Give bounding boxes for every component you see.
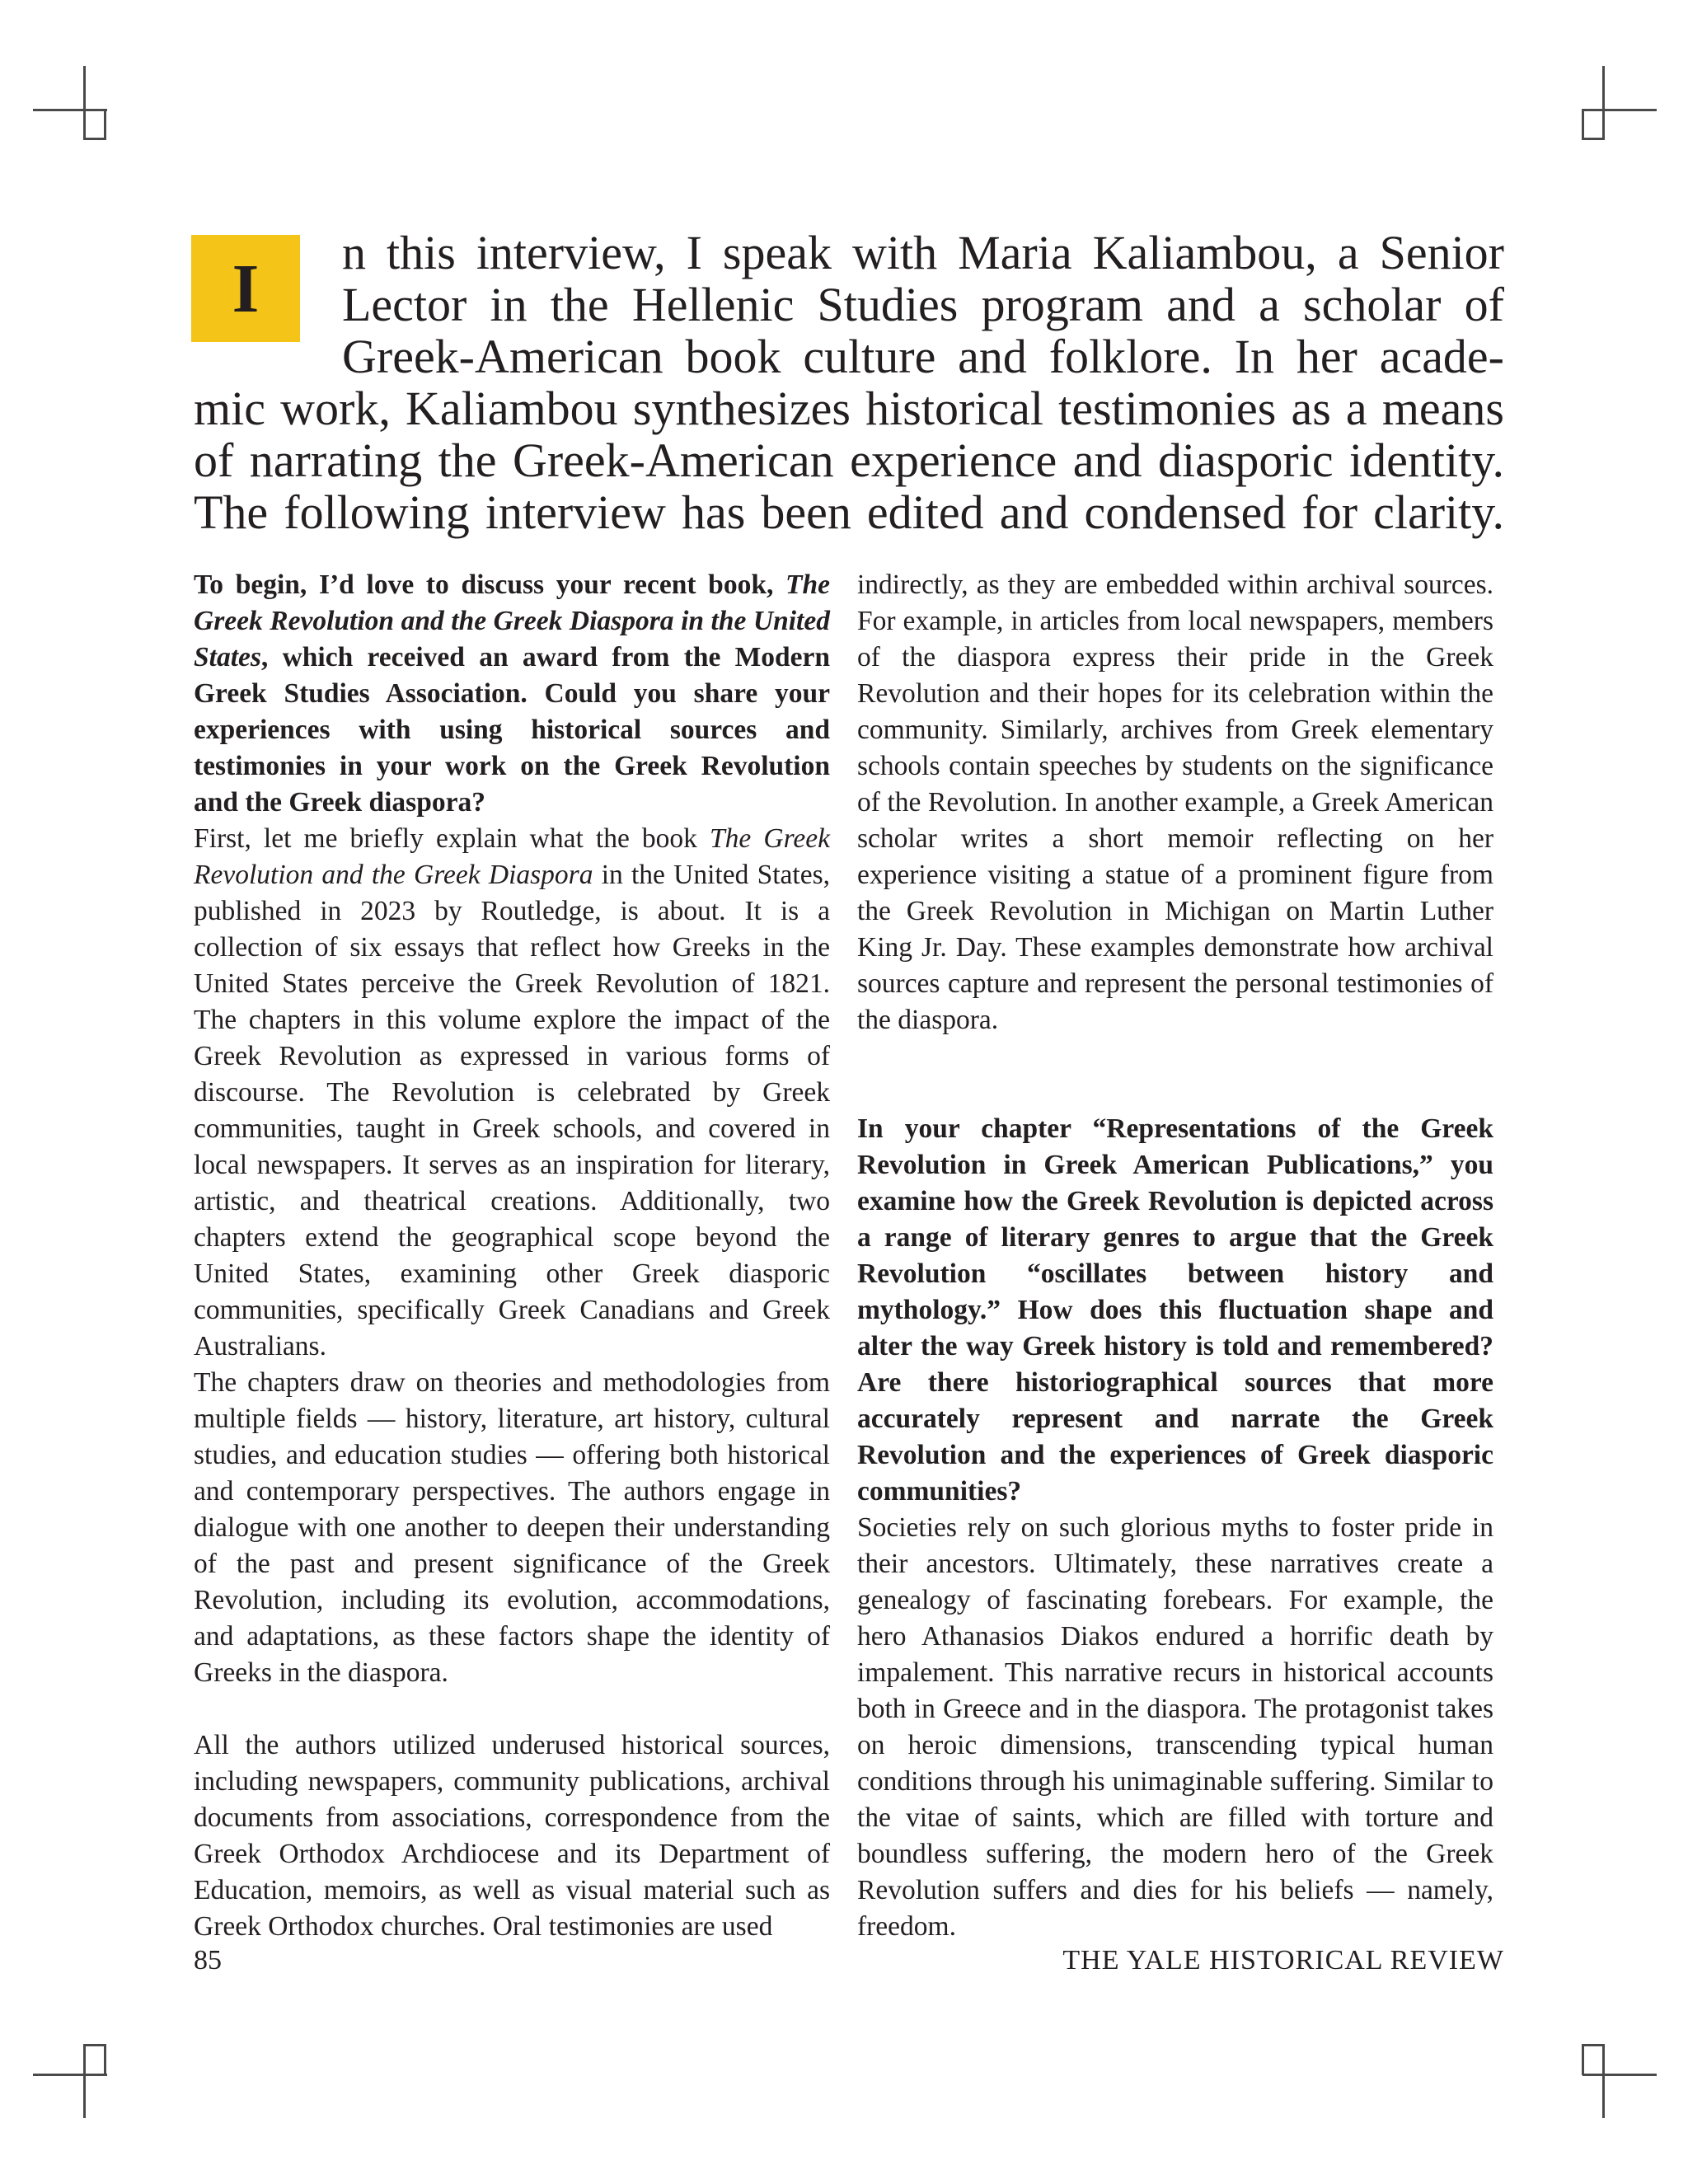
intro-paragraph <box>194 227 1504 538</box>
crop-mark-bottom-left-h <box>33 2074 107 2076</box>
question-1: To begin, I’d love to discuss your recent book, The Greek Revolution and the Greek Diaspora in the United States, which received an award from the Modern Greek Studies Association. Could you share your experiences with using historical sources and testimonies in your work on the Greek Revolution and the Greek diaspora? <box>194 569 830 818</box>
crop-mark-bottom-left-v <box>83 2044 86 2118</box>
crop-mark-top-right-h <box>1582 109 1657 111</box>
intro-line: mic work, Kaliambou synthesizes historical testimonies as a means <box>194 382 1504 435</box>
crop-mark-top-right-v <box>1602 66 1605 140</box>
crop-mark-bottom-right-h2 <box>1582 2044 1605 2046</box>
book-title: The Greek Revolution and the Greek Diaspora <box>194 823 830 890</box>
answer-paragraph: Societies rely on such glorious myths to foster pride in their ancestors. Ultimately, these narratives create a genealogy of fascinating forebears. For example, the hero Athanasios Diakos endured a horrific death by impalement. This narrative recurs in historical accounts both in Greece and in the diaspora. The protagonist takes on heroic dimensions, transcending typical human conditions through his unimaginable suffering. Similar to the vitae of saints, which are filled with torture and boundless suffering, the modern hero of the Greek Revolution suffers and dies for his beliefs — namely, freedom. <box>857 1512 1493 1942</box>
answer-paragraph: indirectly, as they are embedded within archival sources. For example, in articles from local newspapers, members of the diaspora express their pride in the Greek Revolution and their hopes for its celebration within the community. Similarly, archives from Greek elementary schools contain speeches by students on the significance of the Revolution. In another example, a Greek American scholar writes a short memoir reflecting on her experience visiting a statue of a prominent figure from the Greek Revolution in Michigan on Martin Luther King Jr. Day. These examples demonstrate how archival sources capture and represent the personal testimonies of the diaspora. <box>857 569 1493 1035</box>
left-column <box>194 567 830 1945</box>
crop-mark-bottom-right-v2 <box>1582 2044 1584 2075</box>
crop-mark-top-left-v <box>83 66 86 140</box>
crop-mark-top-left-h <box>33 109 107 111</box>
crop-mark-top-right-v2 <box>1582 109 1584 140</box>
intro-line: Lector in the Hellenic Studies program and a scholar of <box>342 278 1504 331</box>
page-number: 85 <box>194 1945 222 1975</box>
intro-line: The following interview has been edited and condensed for clarity. <box>194 485 1504 539</box>
page-footer <box>194 1945 1504 1976</box>
drop-cap: I <box>191 235 300 342</box>
crop-mark-top-left-h2 <box>83 138 106 140</box>
book-title: The Greek Revolution and the Greek Diaspora in the United States <box>194 569 830 673</box>
intro-line: Greek-American book culture and folklore. In her acade- <box>342 330 1504 383</box>
right-column <box>857 567 1493 1945</box>
answer-paragraph: First, let me briefly explain what the book The Greek Revolution and the Greek Diaspora in the United States, published in 2023 by Routledge, is about. It is a collection of six essays that reflect how Greeks in the United States perceive the Greek Revolution of 1821. The chapters in this volume explore the impact of the Greek Revolution as expressed in various forms of discourse. The Revolution is celebrated by Greek communities, taught in Greek schools, and covered in local newspapers. It serves as an inspiration for literary, artistic, and theatrical creations. Additionally, two chapters extend the geographical scope beyond the United States, examining other Greek diasporic communities, specifically Greek Canadians and Greek Australians. <box>194 823 830 1361</box>
question-2: In your chapter “Representations of the Greek Revolution in Greek American Publications,” you examine how the Greek Revolution is depicted across a range of literary genres to argue that the Greek Revolution “oscillates between history and mythology.” How does this fluctuation shape and alter the way Greek history is told and remembered? Are there historiographical sources that more accurately represent and narrate the Greek Revolution and the experiences of Greek diasporic communities? <box>857 1113 1493 1507</box>
intro-line: of narrating the Greek-American experience and diasporic identity. <box>194 434 1504 487</box>
crop-mark-top-right-h2 <box>1582 138 1605 140</box>
crop-mark-bottom-left-v2 <box>104 2044 106 2075</box>
crop-mark-bottom-right-h <box>1582 2074 1657 2076</box>
crop-mark-bottom-left-h2 <box>83 2044 106 2046</box>
intro-line: n this interview, I speak with Maria Kaliambou, a Senior <box>342 226 1504 279</box>
answer-paragraph: All the authors utilized underused historical sources, including newspapers, community publications, archival documents from associations, correspondence from the Greek Orthodox Archdiocese and its Department of Education, memoirs, as well as visual material such as Greek Orthodox churches. Oral testimonies are used <box>194 1730 830 1942</box>
crop-mark-top-left-v2 <box>104 109 106 140</box>
crop-mark-bottom-right-v <box>1602 2044 1605 2118</box>
journal-title: THE YALE HISTORICAL REVIEW <box>1062 1945 1504 1975</box>
answer-paragraph: The chapters draw on theories and methodologies from multiple fields — history, literature, art history, cultural studies, and education studies — offering both historical and contemporary perspectives. The authors engage in dialogue with one another to deepen their understanding of the past and present significance of the Greek Revolution, including its evolution, accommodations, and adaptations, as these factors shape the identity of Greeks in the diaspora. <box>194 1367 830 1688</box>
